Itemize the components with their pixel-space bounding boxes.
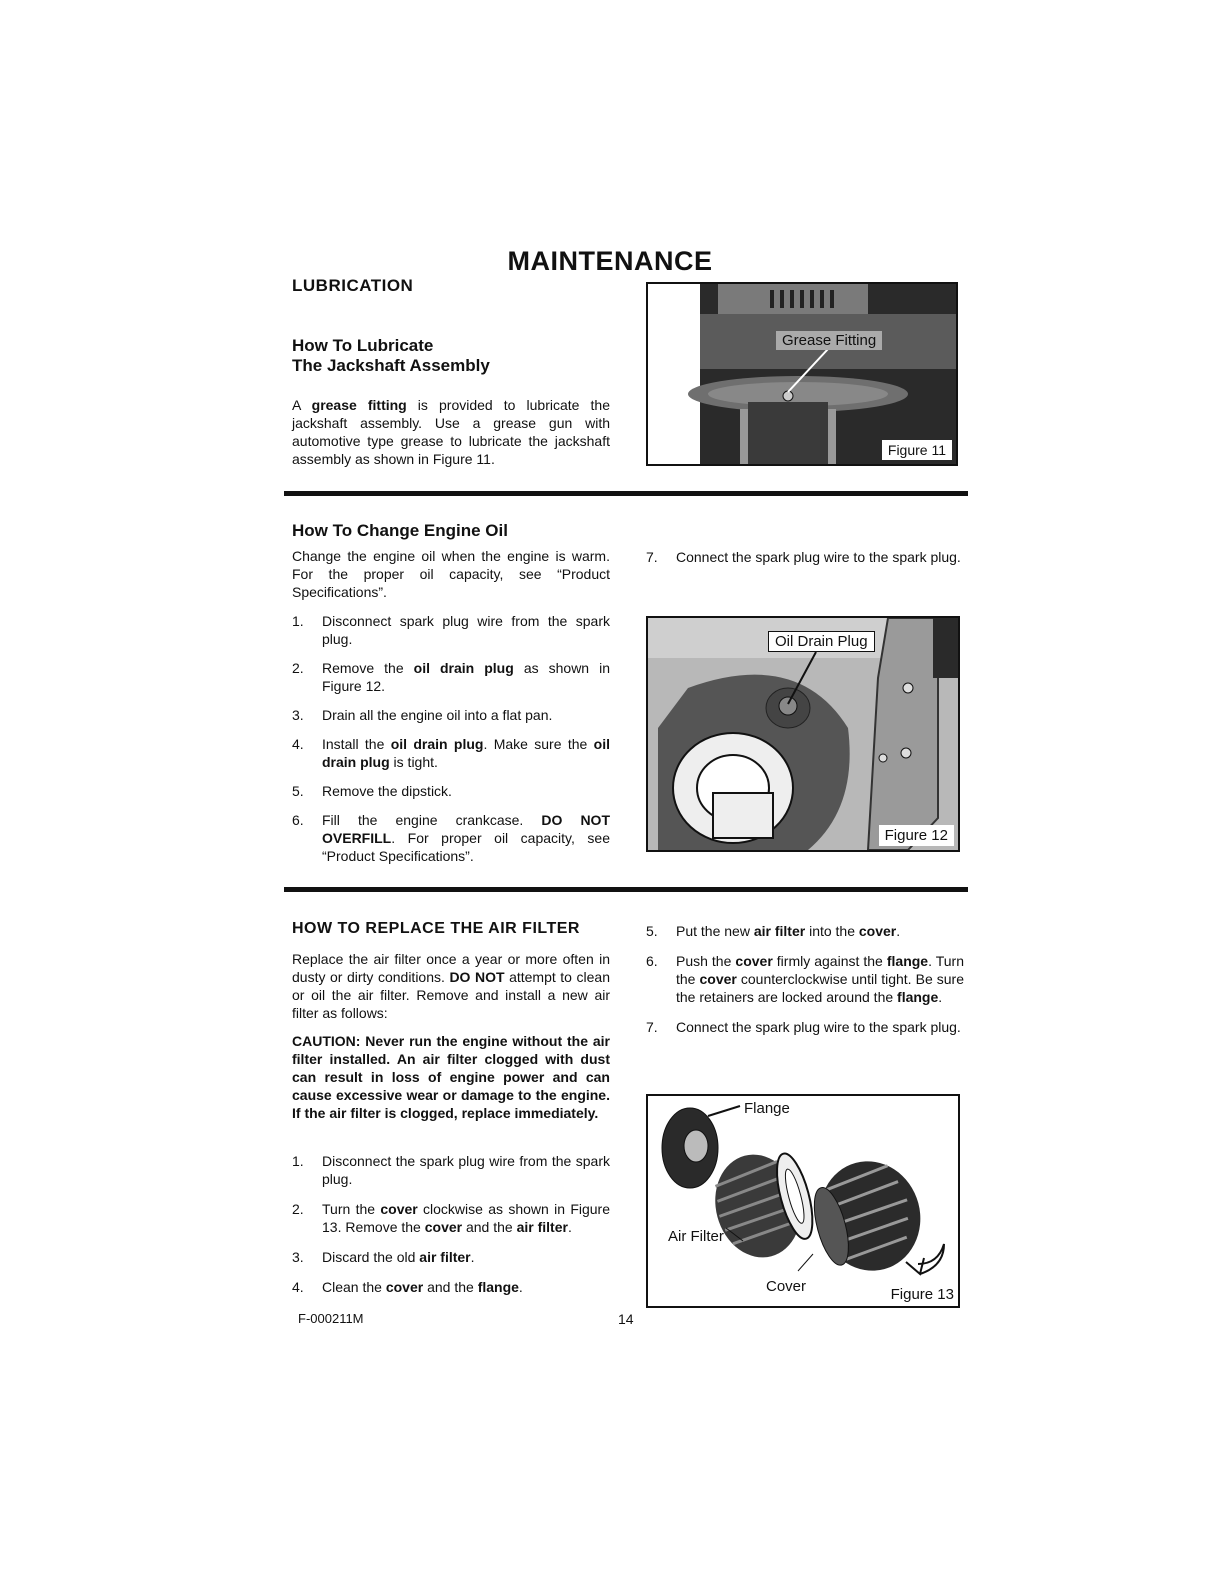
figure-11-label: Figure 11 — [882, 440, 952, 460]
section-divider-1 — [284, 491, 968, 496]
engine-oil-steps-continued — [646, 548, 964, 566]
page-number: 14 — [618, 1311, 634, 1327]
list-item: 3. Drain all the engine oil into a flat pan. — [292, 707, 553, 723]
list-item: 5. Remove the dipstick. — [292, 783, 452, 799]
list-item: 3. Discard the old air filter. — [292, 1249, 475, 1265]
list-item: 7. Connect the spark plug wire to the spark plug. — [646, 1019, 961, 1035]
oil-drain-plug-callout: Oil Drain Plug — [768, 631, 875, 652]
air-filter-steps — [292, 1152, 610, 1296]
section-divider-2 — [284, 887, 968, 892]
list-item: 4. Clean the cover and the flange. — [292, 1279, 523, 1295]
footer-code: F-000211M — [298, 1311, 364, 1326]
figure-12-label: Figure 12 — [879, 825, 954, 846]
subheading-lubricate — [292, 336, 490, 376]
list-item: 6. Fill the engine crankcase. DO NOT OVERFILL. For proper oil capacity, see “Product Specifications”. — [292, 812, 610, 864]
list-item: 6. Push the cover firmly against the flange. Turn the cover counterclockwise until tight. Be sure the retainers are locked around the flange. — [646, 953, 965, 1005]
air-filter-steps-continued — [646, 922, 964, 1036]
oil-drain-illustration — [648, 618, 958, 850]
grease-fitting-callout: Grease Fitting — [776, 331, 882, 350]
figure-13-label: Figure 13 — [890, 1286, 954, 1303]
section-heading-lubrication: LUBRICATION — [292, 276, 414, 295]
subheading-line-2: The Jackshaft Assembly — [292, 356, 490, 375]
page-title: MAINTENANCE — [507, 246, 713, 276]
jackshaft-illustration — [648, 284, 956, 464]
list-item: 1. Disconnect the spark plug wire from the spark plug. — [292, 1153, 610, 1187]
lubrication-paragraph: A grease fitting is provided to lubricate the jackshaft assembly. Use a grease gun with automotive type grease to lubricate the jackshaft assembly as shown in Figure 11. — [292, 397, 610, 467]
caution-note: CAUTION: Never run the engine without the air filter installed. An air filter clogged with dust can result in loss of engine power and can cause excessive wear or damage to the engine. If the air filter is clogged, replace immediately. — [292, 1033, 610, 1121]
list-item: 1. Disconnect spark plug wire from the spark plug. — [292, 613, 610, 647]
figure-12 — [646, 616, 960, 852]
flange-label: Flange — [744, 1100, 790, 1117]
list-item: 2. Turn the cover clockwise as shown in Figure 13. Remove the cover and the air filter. — [292, 1201, 611, 1235]
air-filter-label: Air Filter — [668, 1228, 724, 1245]
engine-oil-intro: Change the engine oil when the engine is warm. For the proper oil capacity, see “Product Specifications”. — [292, 548, 610, 600]
figure-13 — [646, 1094, 960, 1308]
subheading-line-1: How To Lubricate — [292, 336, 434, 355]
list-item: 7. Connect the spark plug wire to the spark plug. — [646, 549, 961, 565]
air-filter-illustration — [648, 1096, 958, 1306]
section-heading-air-filter: HOW TO REPLACE THE AIR FILTER — [292, 920, 580, 937]
list-item: 2. Remove the oil drain plug as shown in Figure 12. — [292, 660, 611, 694]
figure-11 — [646, 282, 958, 466]
engine-oil-steps — [292, 612, 610, 865]
air-filter-intro: Replace the air filter once a year or more often in dusty or dirty conditions. DO NOT attempt to clean or oil the air filter. Remove and install a new air filter as follows: — [292, 951, 610, 1021]
list-item: 5. Put the new air filter into the cover. — [646, 923, 901, 939]
cover-label: Cover — [766, 1278, 807, 1295]
subheading-engine-oil: How To Change Engine Oil — [292, 521, 508, 540]
list-item: 4. Install the oil drain plug. Make sure the oil drain plug is tight. — [292, 736, 610, 770]
